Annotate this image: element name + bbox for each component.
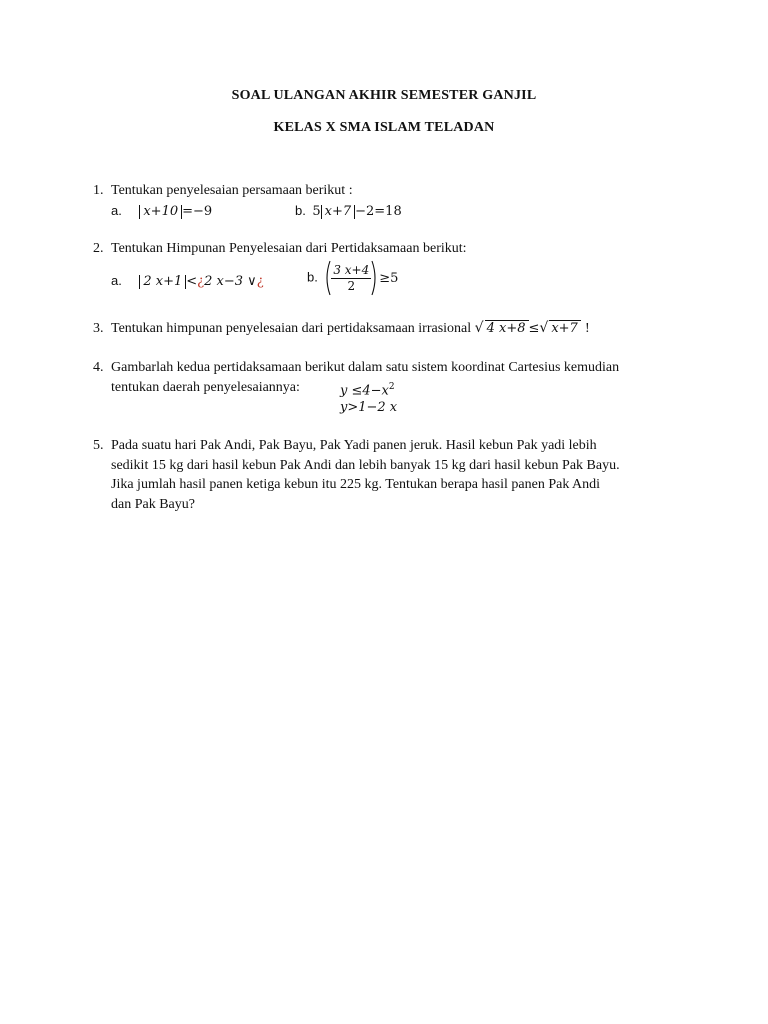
question-text	[111, 436, 689, 514]
option-a	[111, 271, 264, 292]
question-text: Tentukan himpunan penyelesaian dari pertidaksamaan irrasional	[111, 321, 472, 336]
broken-glyph: ¿	[256, 274, 264, 289]
fraction-denominator: 2	[347, 278, 356, 293]
question-number: 1.	[93, 183, 104, 198]
question-number: 5.	[93, 438, 104, 453]
right-paren	[371, 260, 379, 296]
equation: x+10 =−9	[139, 204, 212, 219]
square-root: 4 x+8	[485, 320, 529, 336]
question-number: 4.	[93, 360, 104, 375]
text-line: Jika jumlah hasil panen ketiga kebun itu 225 kg. Tentukan berapa hasil panen Pak Andi	[111, 477, 601, 492]
left-paren	[323, 260, 331, 296]
question-3	[93, 319, 693, 341]
broken-glyph: ¿	[197, 274, 205, 289]
absolute-value: 2 x+1	[139, 275, 186, 289]
option-label: b.	[295, 203, 306, 218]
fraction-numerator: 3 x+4	[333, 262, 370, 277]
question-2	[93, 239, 693, 299]
question-5	[93, 436, 693, 516]
inequality: 2 x+1 <¿2 x−3 ∨¿	[139, 274, 263, 289]
absolute-value: x+7	[321, 205, 356, 219]
question-text: Tentukan penyelesaian persamaan berikut :	[111, 183, 353, 198]
question-1	[93, 181, 693, 221]
fraction	[331, 263, 371, 294]
equation: 5 x+7 −2=18	[312, 204, 402, 219]
option-label: a.	[111, 273, 122, 288]
question-number: 3.	[93, 321, 104, 336]
text-line: sedikit 15 kg dari hasil kebun Pak Andi dan lebih banyak 15 kg dari hasil kebun Pak Bayu.	[111, 457, 620, 473]
question-4	[93, 358, 693, 418]
option-label: a.	[111, 203, 122, 218]
inequality: √ 4 x+8 ≤√ x+7	[475, 321, 585, 336]
option-a	[111, 201, 212, 222]
question-text-line: Tentukan himpunan penyelesaian dari pertidaksamaan irrasional √ 4 x+8 ≤√ x+7 !	[111, 320, 590, 336]
question-text: Gambarlah kedua pertidaksamaan berikut dalam satu sistem koordinat Cartesius kemudian	[111, 360, 620, 375]
option-b	[295, 201, 402, 222]
text-line: dan Pak Bayu?	[111, 496, 195, 512]
square-root: x+7	[549, 320, 581, 336]
option-b	[307, 260, 398, 296]
question-text: tentukan daerah penyelesaiannya:	[111, 380, 300, 395]
inequality-2: y>1−2 x	[340, 400, 398, 415]
absolute-value: x+10	[139, 205, 182, 219]
inequality-1: $y \le 4-x^2$	[340, 382, 395, 399]
text-line: Pada suatu hari Pak Andi, Pak Bayu, Pak Yadi panen jeruk. Hasil kebun Pak yadi lebih	[111, 438, 597, 453]
exam-subtitle: KELAS X SMA ISLAM TELADAN	[273, 120, 495, 135]
question-text: Tentukan Himpunan Penyelesaian dari Pertidaksamaan berikut:	[111, 241, 467, 256]
option-label: b.	[307, 269, 318, 285]
question-number: 2.	[93, 241, 104, 256]
inequality: $\frac{3 x+4}{2}$ ≥5	[323, 271, 398, 286]
exam-title: SOAL ULANGAN AKHIR SEMESTER GANJIL	[231, 88, 537, 103]
